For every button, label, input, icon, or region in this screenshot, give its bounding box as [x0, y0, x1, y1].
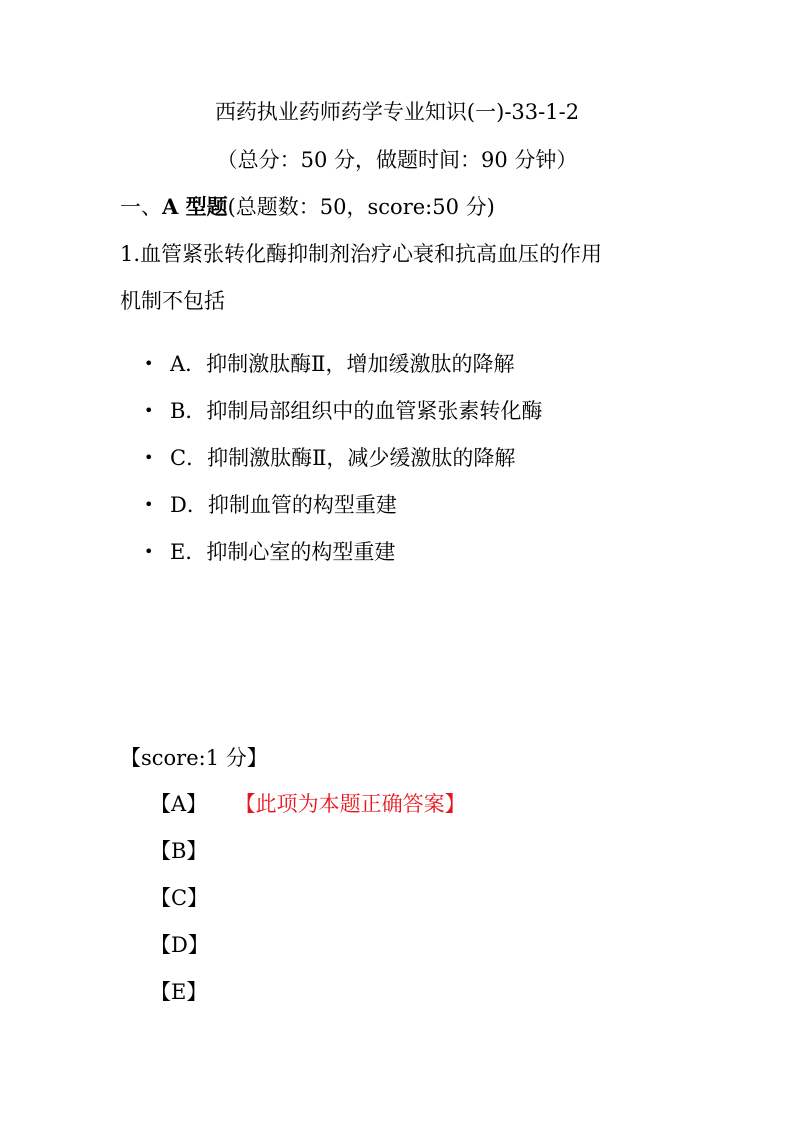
bullet-icon: •: [144, 401, 154, 420]
option-c: [140, 440, 542, 487]
answer-label: 【C】: [150, 886, 209, 910]
section-name: A 型题: [162, 194, 228, 219]
question-text-line-2: 机制不包括: [120, 289, 225, 313]
score-label: 【score:1 分】: [120, 746, 268, 770]
section-heading: [120, 192, 495, 222]
answer-label: 【B】: [150, 839, 208, 863]
option-e: [140, 534, 542, 581]
option-d: [140, 487, 542, 534]
option-b: [140, 393, 542, 440]
section-prefix: 一、: [120, 195, 162, 219]
answer-list: [150, 786, 466, 1021]
answer-label: 【A】: [150, 792, 208, 816]
bullet-icon: •: [144, 495, 154, 514]
answer-e: [150, 974, 466, 1021]
option-list: [140, 346, 542, 581]
option-text: B．抑制局部组织中的血管紧张素转化酶: [170, 399, 543, 423]
option-a: [140, 346, 542, 393]
option-text: C．抑制激肽酶Ⅱ，减少缓激肽的降解: [170, 446, 516, 470]
answer-a: [150, 786, 466, 833]
answer-d: [150, 927, 466, 974]
answer-label: 【D】: [150, 933, 209, 957]
bullet-icon: •: [144, 542, 154, 561]
answer-label: 【E】: [150, 980, 208, 1004]
bullet-icon: •: [144, 448, 154, 467]
section-info: (总题数：50，score:50 分): [227, 195, 495, 219]
answer-c: [150, 880, 466, 927]
correct-answer-note: 【此项为本题正确答案】: [245, 792, 466, 816]
option-text: A．抑制激肽酶Ⅱ，增加缓激肽的降解: [170, 352, 515, 376]
bullet-icon: •: [144, 354, 154, 373]
exam-title: 西药执业药师药学专业知识(一)-33-1-2: [214, 100, 580, 124]
option-text: D．抑制血管的构型重建: [170, 493, 397, 517]
exam-subtitle: （总分：50 分，做题时间：90 分钟）: [216, 148, 578, 172]
answer-b: [150, 833, 466, 880]
question-text-line-1: 1.血管紧张转化酶抑制剂治疗心衰和抗高血压的作用: [120, 242, 603, 266]
option-text: E．抑制心室的构型重建: [170, 540, 396, 564]
